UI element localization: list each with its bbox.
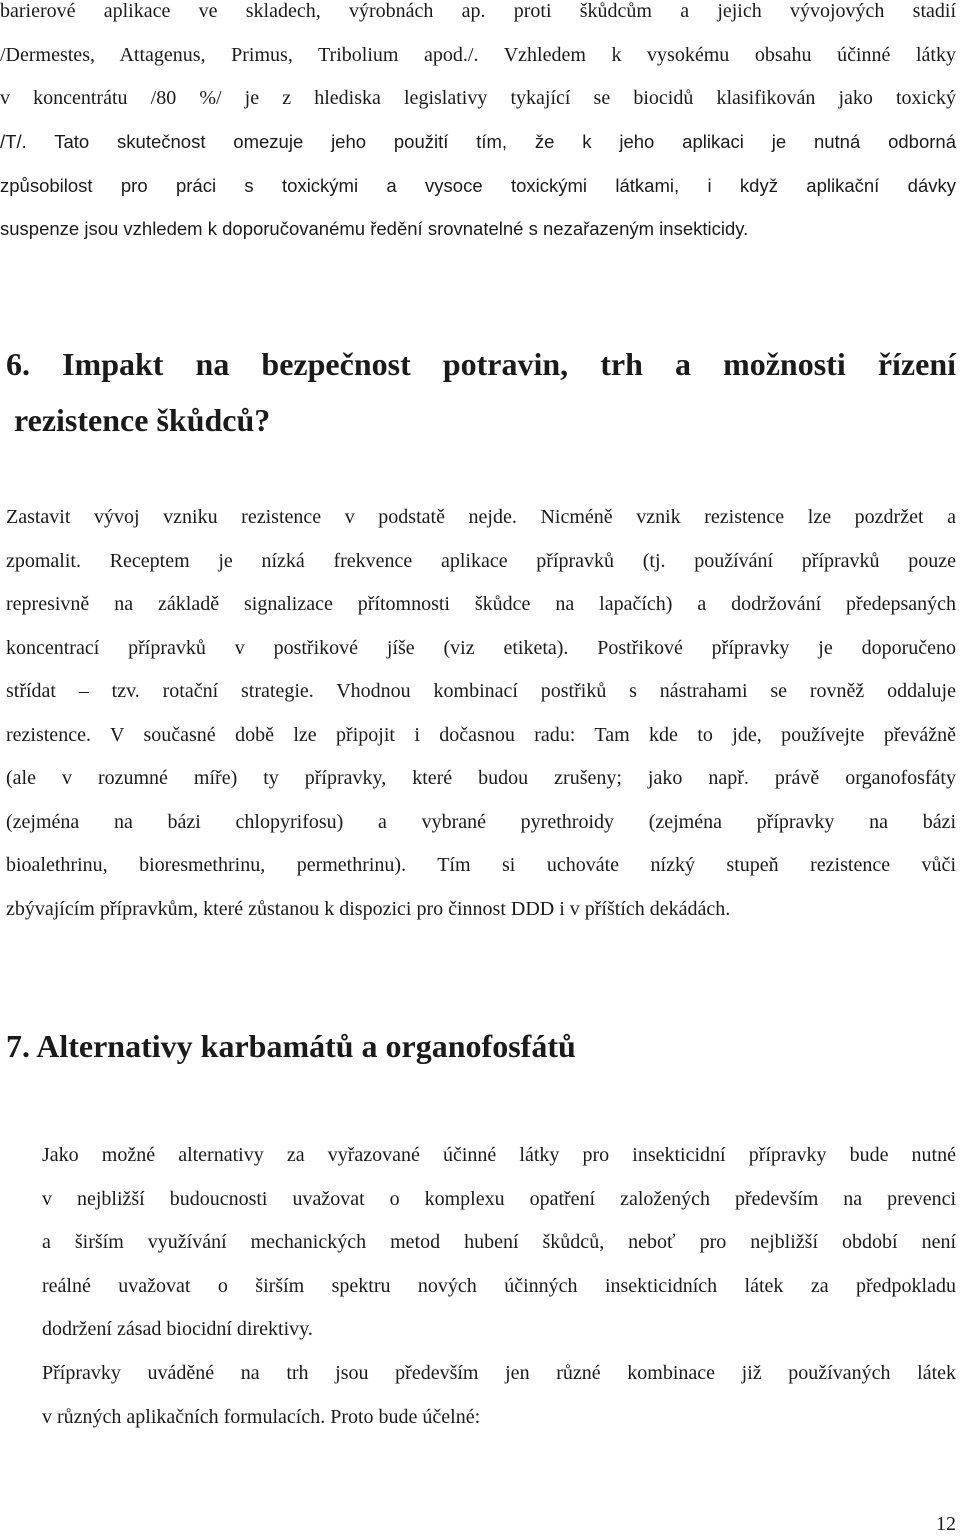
section-6-heading-line: rezistence škůdců? [14,402,271,438]
section-7-paragraph-1 [42,1134,956,1352]
text-line: střídat – tzv. rotační strategie. Vhodnou kombinací postřiků s nástrahami se rovněž oddaluje [6,680,956,702]
text-line: v koncentrátu /80 %/ je z hlediska legislativy tykající se biocidů klasifikován jako toxický [0,87,956,109]
intro-paragraph-continued [0,120,956,251]
text-line: zpomalit. Receptem je nízká frekvence aplikace přípravků (tj. používání přípravků pouze [6,549,956,572]
text-line: koncentrací přípravků v postřikové jíše (viz etiketa). Postřikové přípravky je doporučeno [6,636,956,659]
text-line: a širším využívání mechanických metod hubení škůdců, neboť pro nejbližší období není [42,1231,956,1253]
intro-paragraph [0,0,956,121]
text-line: rezistence. V současné době lze připojit i dočasnou radu: Tam kde to jde, používejte převážně [6,723,956,746]
text-line: Přípravky uváděné na trh jsou především jen různé kombinace již používaných látek [42,1362,956,1384]
text-line: Zastavit vývoj vzniku rezistence v podstatě nejde. Nicméně vznik rezistence lze pozdržet a [6,506,956,528]
text-line: v nejbližší budoucnosti uvažovat o komplexu opatření založených především na prevenci [42,1187,956,1210]
text-line: barierové aplikace ve skladech, výrobnách ap. proti škůdcům a jejich vývojových stadií [0,0,956,22]
text-line: /Dermestes, Attagenus, Primus, Tribolium apod./. Vzhledem k vysokému obsahu účinné látky [0,43,956,66]
text-line: bioalethrinu, bioresmethrinu, permethrinu). Tím si uchováte nízký stupeň rezistence vůči [6,854,956,876]
page-number: 12 [936,1513,956,1535]
section-7-heading: 7. Alternativy karbamátů a organofosfátů [6,1028,576,1064]
text-line: v různých aplikačních formulacích. Proto bude účelné: [42,1405,481,1428]
section-7-paragraph-2 [42,1352,956,1439]
text-line: represivně na základě signalizace přítomnosti škůdce na lapačích) a dodržování předepsaných [6,593,956,615]
text-line: zbývajícím přípravkům, které zůstanou k dispozici pro činnost DDD i v příštích dekádách. [6,897,731,920]
text-line: Jako možné alternativy za vyřazované účinné látky pro insekticidní přípravky bude nutné [42,1144,956,1166]
text-line: suspenze jsou vzhledem k doporučovanému ředění srovnatelné s nezařazeným insekticidy. [0,218,749,239]
text-line: reálné uvažovat o širším spektru nových účinných insekticidních látek za předpokladu [42,1274,956,1297]
section-6-heading-line: 6. Impakt na bezpečnost potravin, trh a možnosti řízení [6,346,956,382]
text-line: způsobilost pro práci s toxickými a vysoce toxickými látkami, i když aplikační dávky [0,174,956,196]
text-line: dodržení zásad biocidní direktivy. [42,1318,313,1340]
text-line: /T/. Tato skutečnost omezuje jeho použití tím, že k jeho aplikaci je nutná odborná [0,131,956,152]
section-6-heading [6,336,960,448]
section-6-paragraph [6,496,956,931]
text-line: (ale v rozumné míře) ty přípravky, které budou zrušeny; jako např. právě organofosfáty [6,767,956,789]
text-line: (zejména na bázi chlopyrifosu) a vybrané pyrethroidy (zejména přípravky na bázi [6,810,956,833]
